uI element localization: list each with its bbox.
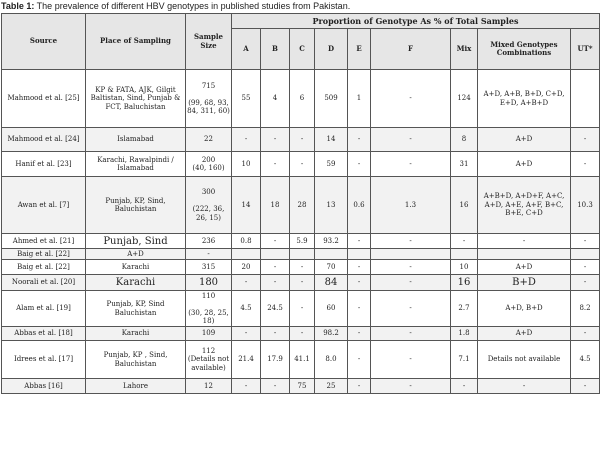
- cell-genotype-f: -: [371, 275, 451, 291]
- caption-label: Table 1:: [1, 1, 35, 11]
- cell-genotype-b: 4: [261, 70, 290, 128]
- cell-genotype-d: 13: [315, 177, 348, 234]
- cell-genotype-b: -: [261, 379, 290, 394]
- cell-mix: 8: [451, 128, 478, 152]
- cell-genotype-a: 10: [232, 152, 261, 177]
- cell-source: Mahmood et al. [25]: [2, 70, 86, 128]
- table-row: [2, 275, 600, 291]
- cell-genotype-d: 70: [315, 260, 348, 275]
- cell-genotype-c: 28: [290, 177, 315, 234]
- cell-source: Baig et al. [22]: [2, 249, 86, 260]
- col-header-genotype-c: C: [290, 29, 315, 70]
- cell-genotype-f: -: [371, 327, 451, 341]
- col-header-mix: Mix: [451, 29, 478, 70]
- cell-untypable: 10.3: [571, 177, 600, 234]
- cell-genotype-f: -: [371, 379, 451, 394]
- col-header-genotype-b: B: [261, 29, 290, 70]
- col-header-sample-size: Sample Size: [186, 14, 232, 70]
- cell-genotype-f: -: [371, 70, 451, 128]
- cell-genotype-a: 4.5: [232, 291, 261, 327]
- cell-genotype-f: -: [371, 291, 451, 327]
- cell-genotype-e: [348, 249, 371, 260]
- cell-genotype-e: -: [348, 128, 371, 152]
- cell-source: Noorali et al. [20]: [2, 275, 86, 291]
- cell-mix: -: [451, 379, 478, 394]
- cell-source: Abbas et al. [18]: [2, 327, 86, 341]
- table-row: [2, 152, 600, 177]
- cell-genotype-e: -: [348, 152, 371, 177]
- cell-sample-size: -: [186, 249, 232, 260]
- col-header-genotype-d: D: [315, 29, 348, 70]
- table-row: [2, 70, 600, 128]
- cell-genotype-e: -: [348, 234, 371, 249]
- cell-genotype-c: [290, 249, 315, 260]
- cell-genotype-b: -: [261, 327, 290, 341]
- cell-sample-size: 200 (40, 160): [186, 152, 232, 177]
- cell-mix: 16: [451, 275, 478, 291]
- cell-sample-size: 315: [186, 260, 232, 275]
- cell-sample-size: 110 (30, 28, 25, 18): [186, 291, 232, 327]
- cell-mixed-combinations: A+D: [478, 327, 571, 341]
- cell-source: Baig et al. [22]: [2, 260, 86, 275]
- cell-place: Punjab, KP, Sind, Baluchistan: [86, 177, 186, 234]
- cell-genotype-f: [371, 249, 451, 260]
- cell-genotype-b: -: [261, 260, 290, 275]
- cell-genotype-a: -: [232, 275, 261, 291]
- cell-genotype-d: 84: [315, 275, 348, 291]
- cell-source: Idrees et al. [17]: [2, 341, 86, 379]
- cell-place: Islamabad: [86, 128, 186, 152]
- cell-untypable: 4.5: [571, 341, 600, 379]
- cell-place: Lahore: [86, 379, 186, 394]
- cell-genotype-c: -: [290, 260, 315, 275]
- cell-untypable: -: [571, 260, 600, 275]
- cell-genotype-e: -: [348, 275, 371, 291]
- cell-genotype-b: [261, 249, 290, 260]
- cell-mixed-combinations: A+D: [478, 128, 571, 152]
- cell-place: KP & FATA, AJK, Gilgit Baltistan, Sind, Punjab & FCT, Baluchistan: [86, 70, 186, 128]
- cell-mix: 16: [451, 177, 478, 234]
- cell-place: Karachi: [86, 260, 186, 275]
- cell-genotype-a: -: [232, 128, 261, 152]
- col-header-place: Place of Sampling: [86, 14, 186, 70]
- cell-genotype-e: -: [348, 327, 371, 341]
- cell-mixed-combinations: A+D: [478, 260, 571, 275]
- cell-genotype-d: 8.0: [315, 341, 348, 379]
- cell-untypable: -: [571, 379, 600, 394]
- cell-genotype-a: 0.8: [232, 234, 261, 249]
- cell-mixed-combinations: B+D: [478, 275, 571, 291]
- cell-genotype-d: [315, 249, 348, 260]
- col-header-untypable: UT*: [571, 29, 600, 70]
- cell-sample-size: 112 (Details not available): [186, 341, 232, 379]
- cell-genotype-d: 509: [315, 70, 348, 128]
- col-header-mixed-combinations: Mixed Genotypes Combinations: [478, 29, 571, 70]
- cell-source: Abbas [16]: [2, 379, 86, 394]
- cell-genotype-c: 41.1: [290, 341, 315, 379]
- cell-untypable: -: [571, 327, 600, 341]
- cell-untypable: -: [571, 128, 600, 152]
- cell-place: Punjab, Sind: [86, 234, 186, 249]
- cell-genotype-c: -: [290, 291, 315, 327]
- cell-place: Karachi, Rawalpindi / Islamabad: [86, 152, 186, 177]
- cell-genotype-a: 14: [232, 177, 261, 234]
- cell-mixed-combinations: A+D, A+B, B+D, C+D, E+D, A+B+D: [478, 70, 571, 128]
- table-body: [2, 70, 600, 394]
- cell-genotype-e: -: [348, 291, 371, 327]
- cell-genotype-e: -: [348, 379, 371, 394]
- cell-mix: [451, 249, 478, 260]
- cell-genotype-b: 24.5: [261, 291, 290, 327]
- cell-source: Awan et al. [7]: [2, 177, 86, 234]
- table-caption: [0, 0, 600, 13]
- cell-genotype-a: -: [232, 327, 261, 341]
- cell-place: Karachi: [86, 275, 186, 291]
- cell-untypable: -: [571, 275, 600, 291]
- cell-genotype-b: 17.9: [261, 341, 290, 379]
- col-header-genotype-a: A: [232, 29, 261, 70]
- cell-genotype-a: -: [232, 379, 261, 394]
- cell-genotype-a: 20: [232, 260, 261, 275]
- cell-genotype-b: 18: [261, 177, 290, 234]
- table-row: [2, 260, 600, 275]
- cell-sample-size: 715 (99, 68, 93, 84, 311, 60): [186, 70, 232, 128]
- cell-mixed-combinations: [478, 249, 571, 260]
- table-row: [2, 379, 600, 394]
- cell-genotype-d: 93.2: [315, 234, 348, 249]
- cell-source: Alam et al. [19]: [2, 291, 86, 327]
- cell-sample-size: 109: [186, 327, 232, 341]
- cell-genotype-d: 60: [315, 291, 348, 327]
- cell-genotype-b: -: [261, 128, 290, 152]
- cell-genotype-c: 5.9: [290, 234, 315, 249]
- col-header-proportion: Proportion of Genotype As % of Total Samples: [232, 14, 600, 29]
- cell-place: Karachi: [86, 327, 186, 341]
- cell-untypable: -: [571, 234, 600, 249]
- col-header-source: Source: [2, 14, 86, 70]
- caption-text: The prevalence of different HBV genotypes in published studies from Pakistan.: [34, 1, 351, 11]
- cell-genotype-c: 75: [290, 379, 315, 394]
- table-row: [2, 327, 600, 341]
- col-header-genotype-e: E: [348, 29, 371, 70]
- cell-mixed-combinations: A+D, B+D: [478, 291, 571, 327]
- cell-genotype-a: 55: [232, 70, 261, 128]
- cell-genotype-d: 59: [315, 152, 348, 177]
- table-row: [2, 341, 600, 379]
- cell-untypable: 8.2: [571, 291, 600, 327]
- cell-genotype-f: 1.3: [371, 177, 451, 234]
- cell-mix: 10: [451, 260, 478, 275]
- cell-mix: 7.1: [451, 341, 478, 379]
- cell-genotype-f: -: [371, 128, 451, 152]
- cell-mixed-combinations: A+D: [478, 152, 571, 177]
- cell-genotype-f: -: [371, 152, 451, 177]
- cell-genotype-e: -: [348, 341, 371, 379]
- cell-mix: 124: [451, 70, 478, 128]
- cell-genotype-b: -: [261, 152, 290, 177]
- col-header-genotype-f: F: [371, 29, 451, 70]
- cell-genotype-c: 6: [290, 70, 315, 128]
- cell-mixed-combinations: Details not available: [478, 341, 571, 379]
- cell-genotype-f: -: [371, 234, 451, 249]
- cell-mixed-combinations: A+B+D, A+D+F, A+C, A+D, A+E, A+F, B+C, B+E, C+D: [478, 177, 571, 234]
- cell-genotype-d: 25: [315, 379, 348, 394]
- cell-mixed-combinations: -: [478, 379, 571, 394]
- cell-genotype-e: -: [348, 260, 371, 275]
- cell-genotype-c: -: [290, 152, 315, 177]
- cell-mix: 1.8: [451, 327, 478, 341]
- cell-genotype-c: -: [290, 275, 315, 291]
- cell-untypable: [571, 70, 600, 128]
- cell-genotype-e: 1: [348, 70, 371, 128]
- cell-genotype-f: -: [371, 260, 451, 275]
- cell-sample-size: 12: [186, 379, 232, 394]
- cell-genotype-f: -: [371, 341, 451, 379]
- cell-genotype-b: -: [261, 275, 290, 291]
- cell-sample-size: 300 (222, 36, 26, 15): [186, 177, 232, 234]
- table-row: [2, 234, 600, 249]
- cell-source: Mahmood et al. [24]: [2, 128, 86, 152]
- cell-place: Punjab, KP , Sind, Baluchistan: [86, 341, 186, 379]
- cell-place: A+D: [86, 249, 186, 260]
- cell-genotype-e: 0.6: [348, 177, 371, 234]
- table-row: [2, 291, 600, 327]
- cell-source: Hanif et al. [23]: [2, 152, 86, 177]
- table-row: [2, 128, 600, 152]
- cell-genotype-c: -: [290, 327, 315, 341]
- cell-sample-size: 236: [186, 234, 232, 249]
- cell-sample-size: 22: [186, 128, 232, 152]
- table-row: [2, 249, 600, 260]
- cell-source: Ahmed et al. [21]: [2, 234, 86, 249]
- cell-untypable: -: [571, 152, 600, 177]
- cell-genotype-d: 98.2: [315, 327, 348, 341]
- cell-place: Punjab, KP, Sind Baluchistan: [86, 291, 186, 327]
- cell-mix: -: [451, 234, 478, 249]
- cell-genotype-a: [232, 249, 261, 260]
- cell-genotype-a: 21.4: [232, 341, 261, 379]
- cell-mix: 2.7: [451, 291, 478, 327]
- cell-genotype-b: -: [261, 234, 290, 249]
- cell-genotype-d: 14: [315, 128, 348, 152]
- cell-genotype-c: -: [290, 128, 315, 152]
- cell-mix: 31: [451, 152, 478, 177]
- table-row: [2, 177, 600, 234]
- genotype-table: [1, 13, 600, 394]
- cell-sample-size: 180: [186, 275, 232, 291]
- cell-mixed-combinations: -: [478, 234, 571, 249]
- cell-untypable: [571, 249, 600, 260]
